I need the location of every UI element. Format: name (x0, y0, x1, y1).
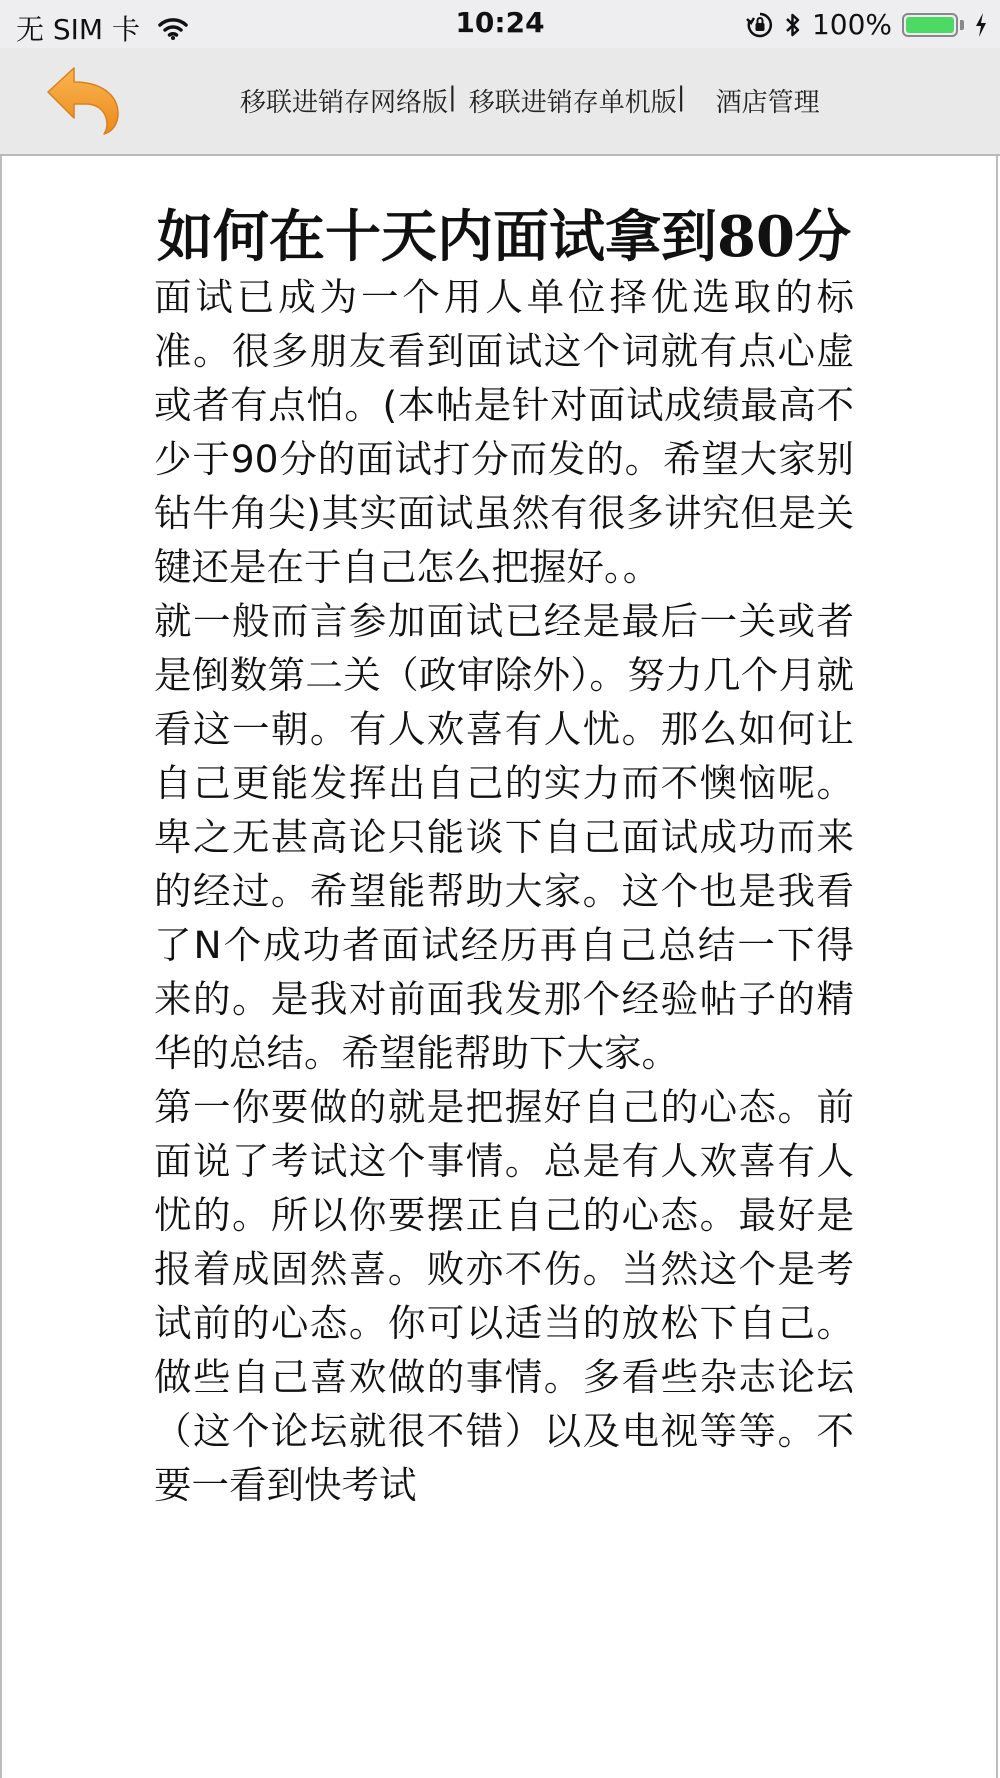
nav-separator: | (448, 82, 457, 112)
charging-icon (974, 12, 988, 38)
article-view[interactable] (0, 156, 998, 1778)
article-paragraph: 第一你要做的就是把握好自己的心态。前面说了考试这个事情。总是有人欢喜有人忧的。所以你要摆正自己的心态。最好是报着成固然喜。败亦不伤。当然这个是考试前的心态。你可以适当的放松下自己。做些自己喜欢做的事情。多看些杂志论坛（这个论坛就很不错）以及电视等等。不要一看到快考试 (154, 1085, 854, 1507)
status-bar (0, 0, 1000, 48)
battery-percent: 100% (811, 8, 892, 41)
nav-link-network-edition[interactable]: 移联进销存网络版 (240, 88, 449, 118)
status-right (736, 8, 988, 41)
article (154, 204, 854, 1512)
nav-separator: | (676, 82, 686, 112)
back-arrow-icon[interactable] (44, 62, 124, 138)
nav-links (240, 82, 820, 119)
article-paragraph: 就一般而言参加面试已经是最后一关或者是倒数第二关（政审除外）。努力几个月就看这一朝。有人欢喜有人忧。那么如何让自己更能发挥出自己的实力而不懊恼呢。卑之无甚高论只能谈下自己面试成功而来的经过。希望能帮助大家。这个也是我看了N个成功者面试经历再自己总结一下得来的。是我对前面我发那个经验帖子的精华的总结。希望能帮助下大家。 (154, 599, 854, 1075)
status-time: 10:24 (455, 6, 545, 39)
article-title: 如何在十天内面试拿到80分 (157, 204, 851, 270)
article-paragraph: 面试已成为一个用人单位择优选取的标准。很多朋友看到面试这个词就有点心虚或者有点怕。(本帖是针对面试成绩最高不少于90分的面试打分而发的。希望大家别钻牛角尖)其实面试虽然有很多讲究但是关键还是在于自己怎么把握好。。 (154, 275, 854, 589)
nav-link-standalone-edition[interactable]: 移联进销存单机版 (468, 88, 677, 118)
nav-bar (0, 48, 1000, 156)
carrier-label: 无 SIM 卡 (16, 13, 140, 46)
bluetooth-icon (784, 11, 802, 39)
nav-link-hotel-management[interactable]: 酒店管理 (715, 88, 820, 118)
orientation-lock-icon (746, 11, 774, 39)
battery-tip (960, 20, 964, 30)
battery-icon (902, 13, 958, 37)
battery-fill (906, 17, 954, 33)
